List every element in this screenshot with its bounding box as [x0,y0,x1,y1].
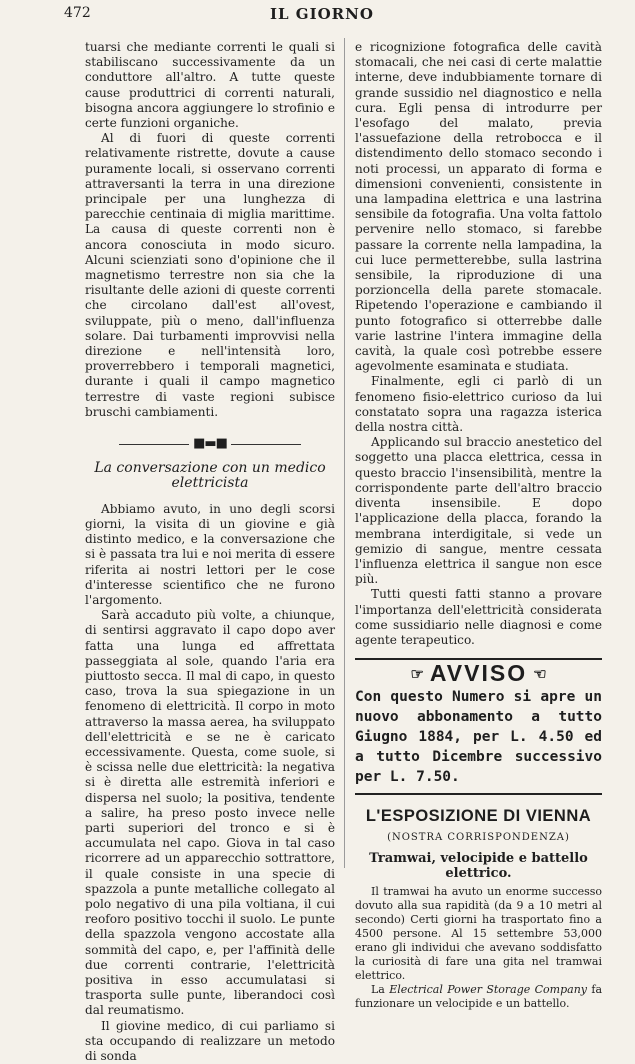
notice-title-text: AVVISO [429,660,528,687]
exposition-subtitle: Tramwai, velocipide e battello elettrico. [369,851,588,882]
section-ornament [85,436,335,451]
column-divider [344,38,345,868]
pointing-hand-left-icon: ☜ [533,666,547,684]
company-name: Electrical Power Storage Company [389,983,588,997]
body-paragraph: Il giovine medico, di cui parliamo si sta occupando di realizzare un metodo di sonda [85,1018,335,1063]
body-paragraph: tuarsi che mediante correnti le quali si stabiliscano successivamente da un conduttore all'altro. A tutte queste cause produttrici di correnti naturali, bisogna ancora aggiungere lo strofinio e certe funzioni organiche. [85,40,335,131]
correspondence-label: (NOSTRA CORRISPONDENZA) [387,831,570,843]
notice-title [355,660,602,687]
body-paragraph: e ricognizione fotografica delle cavità stomacali, che nei casi di certe malattie interne, deve indubbiamente tornare di grande sussidio nel diagnostico e nella cura. Egli pensa di introdurre per l'esofago del malato, previa l'assuefazione della retrobocca e il distendimento dello stomaco secondo i noti processi, un apparato di forma e dimensioni convenienti, consistente in una lampadina elettrica e una lastrina sensibile da fotografia. Una volta fattolo pervenire nello stomaco, si farebbe passare la corrente nella lampadina, la cui luce permetterebbe, sulla lastrina sensibile, la riproduzione di una porzioncella della parete stomacale. Ripetendo l'operazione e cambiando il punto fotografico si otterrebbe dalle varie lastrine l'intera immagine della cavità, la quale così potrebbe essere agevolmente esaminata e studiata. [355,40,602,374]
subscription-notice [355,658,602,795]
running-title: IL GIORNO [270,5,374,23]
body-paragraph: Abbiamo avuto, in uno degli scorsi giorni, la visita di un giovine e già distinto medico, e la conversazione che si è passata tra lui e noi merita di essere riferita ai nostri lettori per le cose d'interesse scientifico che ne furono l'argomento. [85,501,335,607]
article-title: La conversazione con un medico elettricista [94,460,326,492]
exposition-title: L'ESPOSIZIONE DI VIENNA [365,806,592,825]
body-paragraph-last [355,983,602,1011]
body-paragraph: Al di fuori di queste correnti relativamente ristrette, dovute a cause puramente locali, si osservano correnti attraversanti la terra in una direzione principale per una lunghezza di parecchie centinaia di miglia marittime. La causa di queste correnti non è ancora conosciuta in modo sicuro. Alcuni scienziati sono d'opinione che il magnetismo terrestre non sia che la risultante delle azioni di queste correnti che circolano dall'est all'ovest, sviluppate, più o meno, dall'influenza solare. Dai turbamenti improvvisi nella direzione e nell'intensità loro, proverrebbero i temporali magnetici, durante i quali il campo magnetico terrestre di vaste regioni subisce bruschi cambiamenti. [85,131,335,419]
page-header [0,0,635,30]
body-paragraph: Applicando sul braccio anestetico del soggetto una placca elettrica, cessa in questo braccio l'insensibilità, mentre la corrispondente parte dell'altro braccio diventa insensibile. E dopo l'applicazione della placca, forando la membrana interdigitale, si vede un gemizio di sangue, mentre cessata l'influenza elettrica il sangue non esce più. [355,435,602,587]
last-line-prefix: La [371,983,390,997]
ornament-dots: ■▬■ [193,436,227,452]
ornament-rule-right [231,444,301,445]
page-number: 472 [64,5,91,21]
body-paragraph: Il tramwai ha avuto un enorme successo dovuto alla sua rapidità (da 9 a 10 metri al secondo) Certi giorni ha trasportato fino a 4500 persone. Al 15 settembre 53,000 erano gli individui che avevano soddisfatto la curiosità di fare una gita nel tramwai elettrico. [355,885,602,983]
notice-body: Con questo Numero si apre un nuovo abbonamento a tutto Giugno 1884, per L. 4.50 ed a tutto Dicembre successivo per L. 7.50. [355,688,602,785]
ornament-rule-left [119,444,189,445]
right-column [355,40,602,1011]
pointing-hand-right-icon: ☞ [410,666,424,684]
body-paragraph: Finalmente, egli ci parlò di un fenomeno fisio-elettrico curioso da lui constatato sopra una ragazza isterica della nostra città. [355,374,602,435]
left-column [85,40,335,1064]
last-line-suffix: fa funzionare un velocipide e un battello. [355,983,602,1011]
body-paragraph: Sarà accaduto più volte, a chiunque, di sentirsi aggravato il capo dopo aver fatta una lunga ed affrettata passeggiata al sole, quando l'aria era piuttosto secca. Il mal di capo, in questo caso, trova la sua spiegazione in un fenomeno di elettricità. Il corpo in moto attraverso la massa aerea, ha sviluppato dell'elettricità e se ne è caricato eccessivamente. Questa, come suole, si è scissa nelle due elettricità: la negativa si è diretta alle estremità inferiori e dispersa nel suolo; la positiva, tendente a salire, ha preso posto invece nelle parti superiori del tronco e si è accumulata nel capo. Giova in tal caso ricorrere ad un apparecchio sottrattore, il quale consiste in una specie di spazzola a punte metalliche collegato al polo negativo di una pila voltiana, il cui reoforo positivo tocchi il suolo. Le punte della spazzola vengono accostate alla sommità del capo, e, per l'affinità delle due correnti contrarie, l'elettricità positiva in esso accumulatasi si trasporta sulle punte, liberandoci così dal reumatismo. [85,608,335,1018]
body-paragraph: Tutti questi fatti stanno a provare l'importanza dell'elettricità considerata come sussidiario nelle diagnosi e come agente terapeutico. [355,587,602,647]
